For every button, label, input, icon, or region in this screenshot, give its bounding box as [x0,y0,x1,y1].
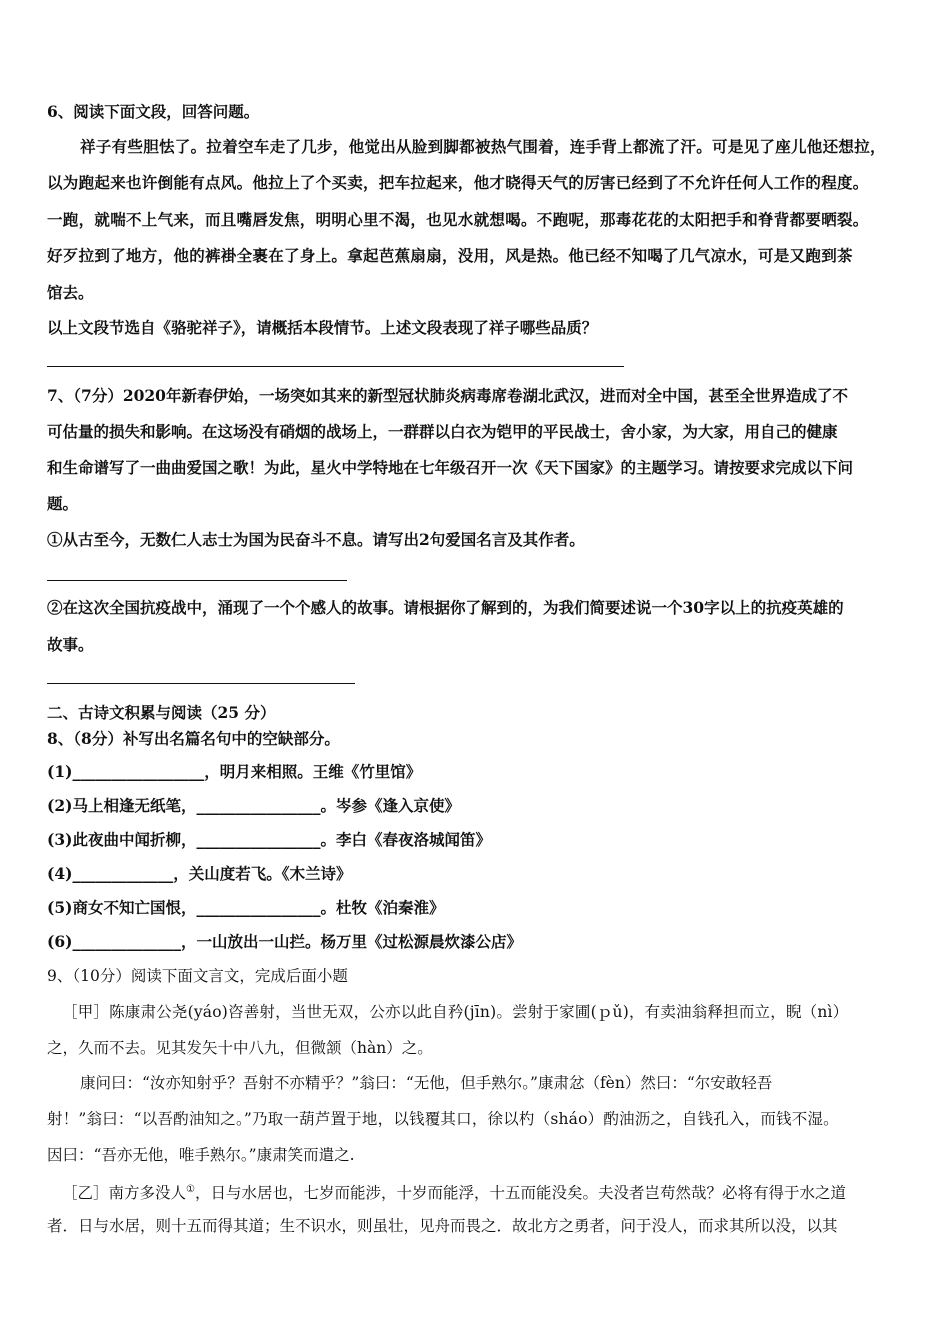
q7-sub1-answer-line[interactable] [47,580,347,581]
q7-intro-line: 题。 [47,494,79,513]
q7-sub2-line: 故事。 [47,635,94,654]
q9-yi-prefix: ［乙］南方多没人 [62,1184,187,1203]
q6-passage-line: 馆去。 [47,283,94,302]
q6-passage-line: 一跑，就喘不上气来，而且嘴唇发焦，明明心里不渴，也见水就想喝。不跑呢，那毒花花的太阳把手和脊背都要晒裂。 [47,210,869,229]
q7-intro-line: 可估量的损失和影响。在这场没有硝烟的战场上，一群群以白衣为铠甲的平民战士，舍小家，为大家，用自己的健康 [47,422,838,441]
q9-jia-line: ［甲］陈康肃公尧(yáo)咨善射，当世无双，公亦以此自矜(jīn)。尝射于家圃(ｐǔ)，有卖油翁释担而立，睨（nì） [62,1003,849,1021]
q8-item: (6)______________，一山放出一山拦。杨万里《过松源晨炊漆公店》 [47,932,522,951]
q9-jia-dialog-line: 康问曰：“汝亦知射乎？吾射不亦精乎？”翁曰：“无他，但手熟尔。”康肃忿（fèn）然曰：“尔安敢轻吾 [80,1074,773,1092]
q7-sub1: ①从古至今，无数仁人志士为国为民奋斗不息。请写出2句爱国名言及其作者。 [47,530,585,549]
q6-passage-line: 以为跑起来也许倒能有点风。他拉上了个买卖，把车拉起来，他才晓得天气的厉害已经到了不允许任何人工作的程度。 [47,173,869,192]
q9-jia-dialog-line: 因曰：“吾亦无他，唯手熟尔。”康肃笑而遣之. [47,1146,355,1164]
q7-intro-line: 和生命谱写了一曲曲爱国之歌！为此，星火中学特地在七年级召开一次《天下国家》的主题学习。请按要求完成以下问 [47,458,854,477]
q6-title: 6、阅读下面文段，回答问题。 [47,102,260,121]
q9-jia-dialog-line: 射！”翁曰：“以吾酌油知之。”乃取一葫芦置于地，以钱覆其口，徐以杓（sháo）酌油沥之，自钱孔入，而钱不湿。 [47,1110,839,1128]
q9-jia-line: 之，久而不去。见其发矢十中八九，但微颔（hàn）之。 [47,1039,433,1057]
q9-yi-line [62,1180,846,1203]
q9-yi-footnote-mark: ① [186,1184,195,1195]
q6-passage-line: 好歹拉到了地方，他的裤褂全裹在了身上。拿起芭蕉扇扇，没用，风是热。他已经不知喝了几气凉水，可是又跑到茶 [47,246,853,265]
q8-title: 8、（8分）补写出名篇名句中的空缺部分。 [47,729,340,748]
q8-item: (1)_________________，明月来相照。王维《竹里馆》 [47,762,422,781]
q8-item: (3)此夜曲中闻折柳，________________。李白《春夜洛城闻笛》 [47,830,491,849]
q9-yi-rest: ，日与水居也，七岁而能涉，十岁而能浮，十五而能没矣。夫没者岂苟然哉？必将有得于水之道 [194,1184,846,1203]
q8-item: (5)商女不知亡国恨，________________。杜牧《泊秦淮》 [47,898,445,917]
q7-intro-line: 7、（7分）2020年新春伊始，一场突如其来的新型冠状肺炎病毒席卷湖北武汉，进而对全中国，甚至全世界造成了不 [47,386,848,405]
q7-sub2-line: ②在这次全国抗疫战中，涌现了一个个感人的故事。请根据你了解到的，为我们简要述说一个30字以上的抗疫英雄的 [47,598,844,617]
q9-title: 9、（10分）阅读下面文言文，完成后面小题 [47,967,348,985]
q8-item: (2)马上相逢无纸笔，________________。岑参《逢入京使》 [47,796,460,815]
q9-yi-line: 者．日与水居，则十五而得其道；生不识水，则虽壮，见舟而畏之．故北方之勇者，问于没人，而求其所以没，以其 [47,1217,838,1235]
q6-answer-line[interactable] [47,366,624,367]
section-heading: 二、古诗文积累与阅读（25 分） [47,703,276,722]
q8-item: (4)_____________，关山度若飞。《木兰诗》 [47,864,352,883]
q6-question: 以上文段节选自《骆驼祥子》，请概括本段情节。上述文段表现了祥子哪些品质？ [47,318,598,337]
q6-passage-line: 祥子有些胆怯了。拉着空车走了几步，他觉出从脸到脚都被热气围着，连手背上都流了汗。可是见了座儿他还想拉， [80,137,886,156]
q7-sub2-answer-line[interactable] [47,683,355,684]
